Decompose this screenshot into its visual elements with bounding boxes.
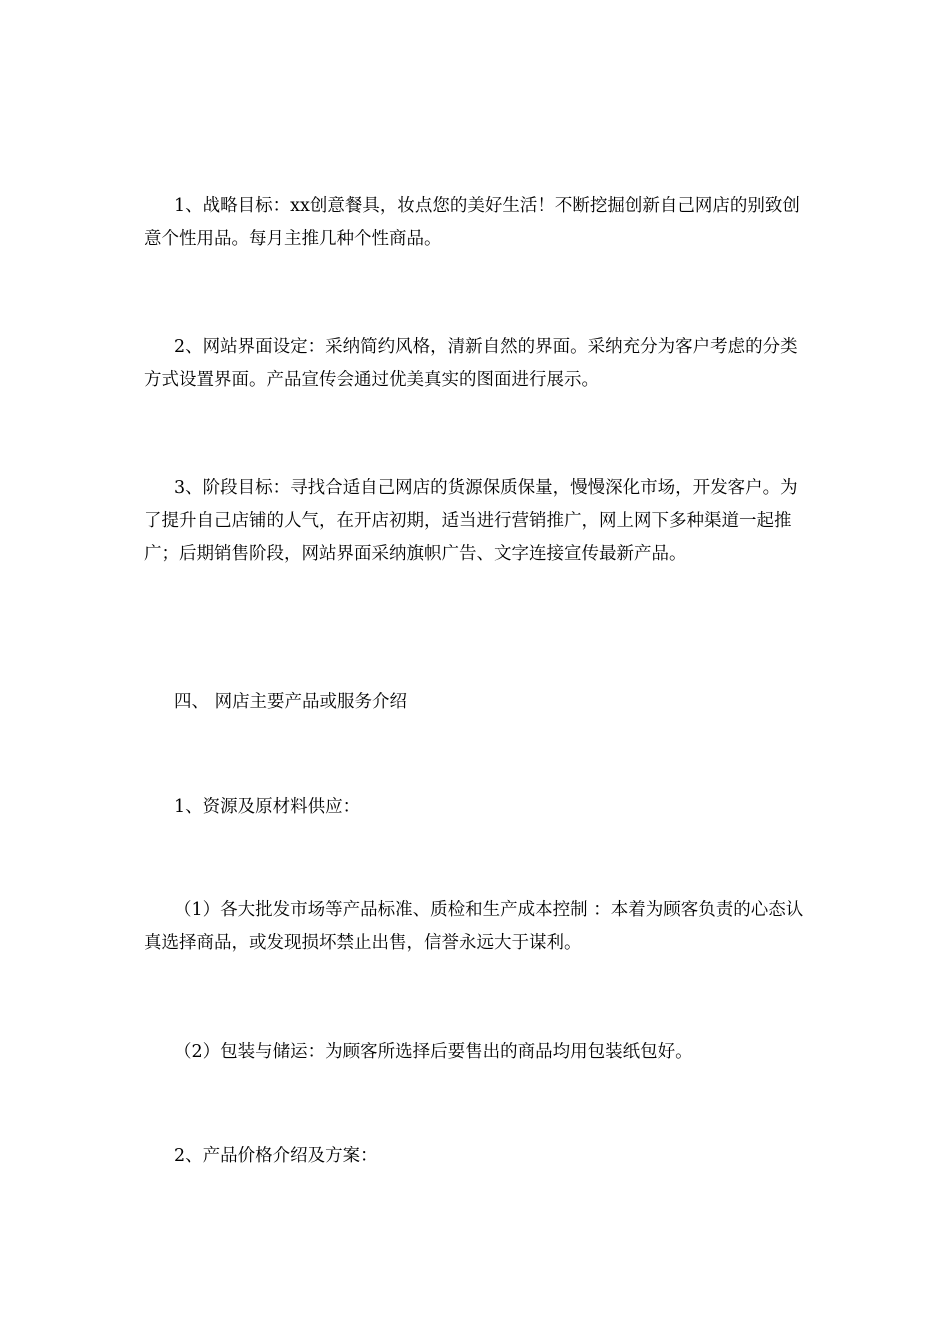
paragraph-quality-control: （1）各大批发市场等产品标准、质检和生产成本控制 ：本着为顾客负责的心态认真选择商品，或发现损坏禁止出售，信誉永远大于谋利。 xyxy=(144,900,804,953)
paragraph-resource-supply: 1、资源及原材料供应： xyxy=(174,797,361,817)
paragraph-pricing: 2、产品价格介绍及方案： xyxy=(174,1146,378,1166)
paragraph-packaging: （2）包装与储运：为顾客所选择后要售出的商品均用包装纸包好。 xyxy=(174,1042,693,1062)
paragraph-strategic-goal: 1、战略目标：xx创意餐具，妆点您的美好生活！不断挖掘创新自己网店的别致创意个性用品。每月主推几种个性商品。 xyxy=(144,196,800,249)
paragraph-site-interface: 2、网站界面设定：采纳简约风格，清新自然的界面。采纳充分为客户考虑的分类方式设置界面。产品宣传会通过优美真实的图面进行展示。 xyxy=(144,337,798,390)
section-heading-products: 四、 网店主要产品或服务介绍 xyxy=(174,692,408,712)
paragraph-stage-goal: 3、阶段目标：寻找合适自己网店的货源保质保量，慢慢深化市场，开发客户。为了提升自己店铺的人气，在开店初期，适当进行营销推广，网上网下多种渠道一起推广；后期销售阶段，网站界面采纳旗帜广告、文字连接宣传最新产品。 xyxy=(144,478,798,564)
